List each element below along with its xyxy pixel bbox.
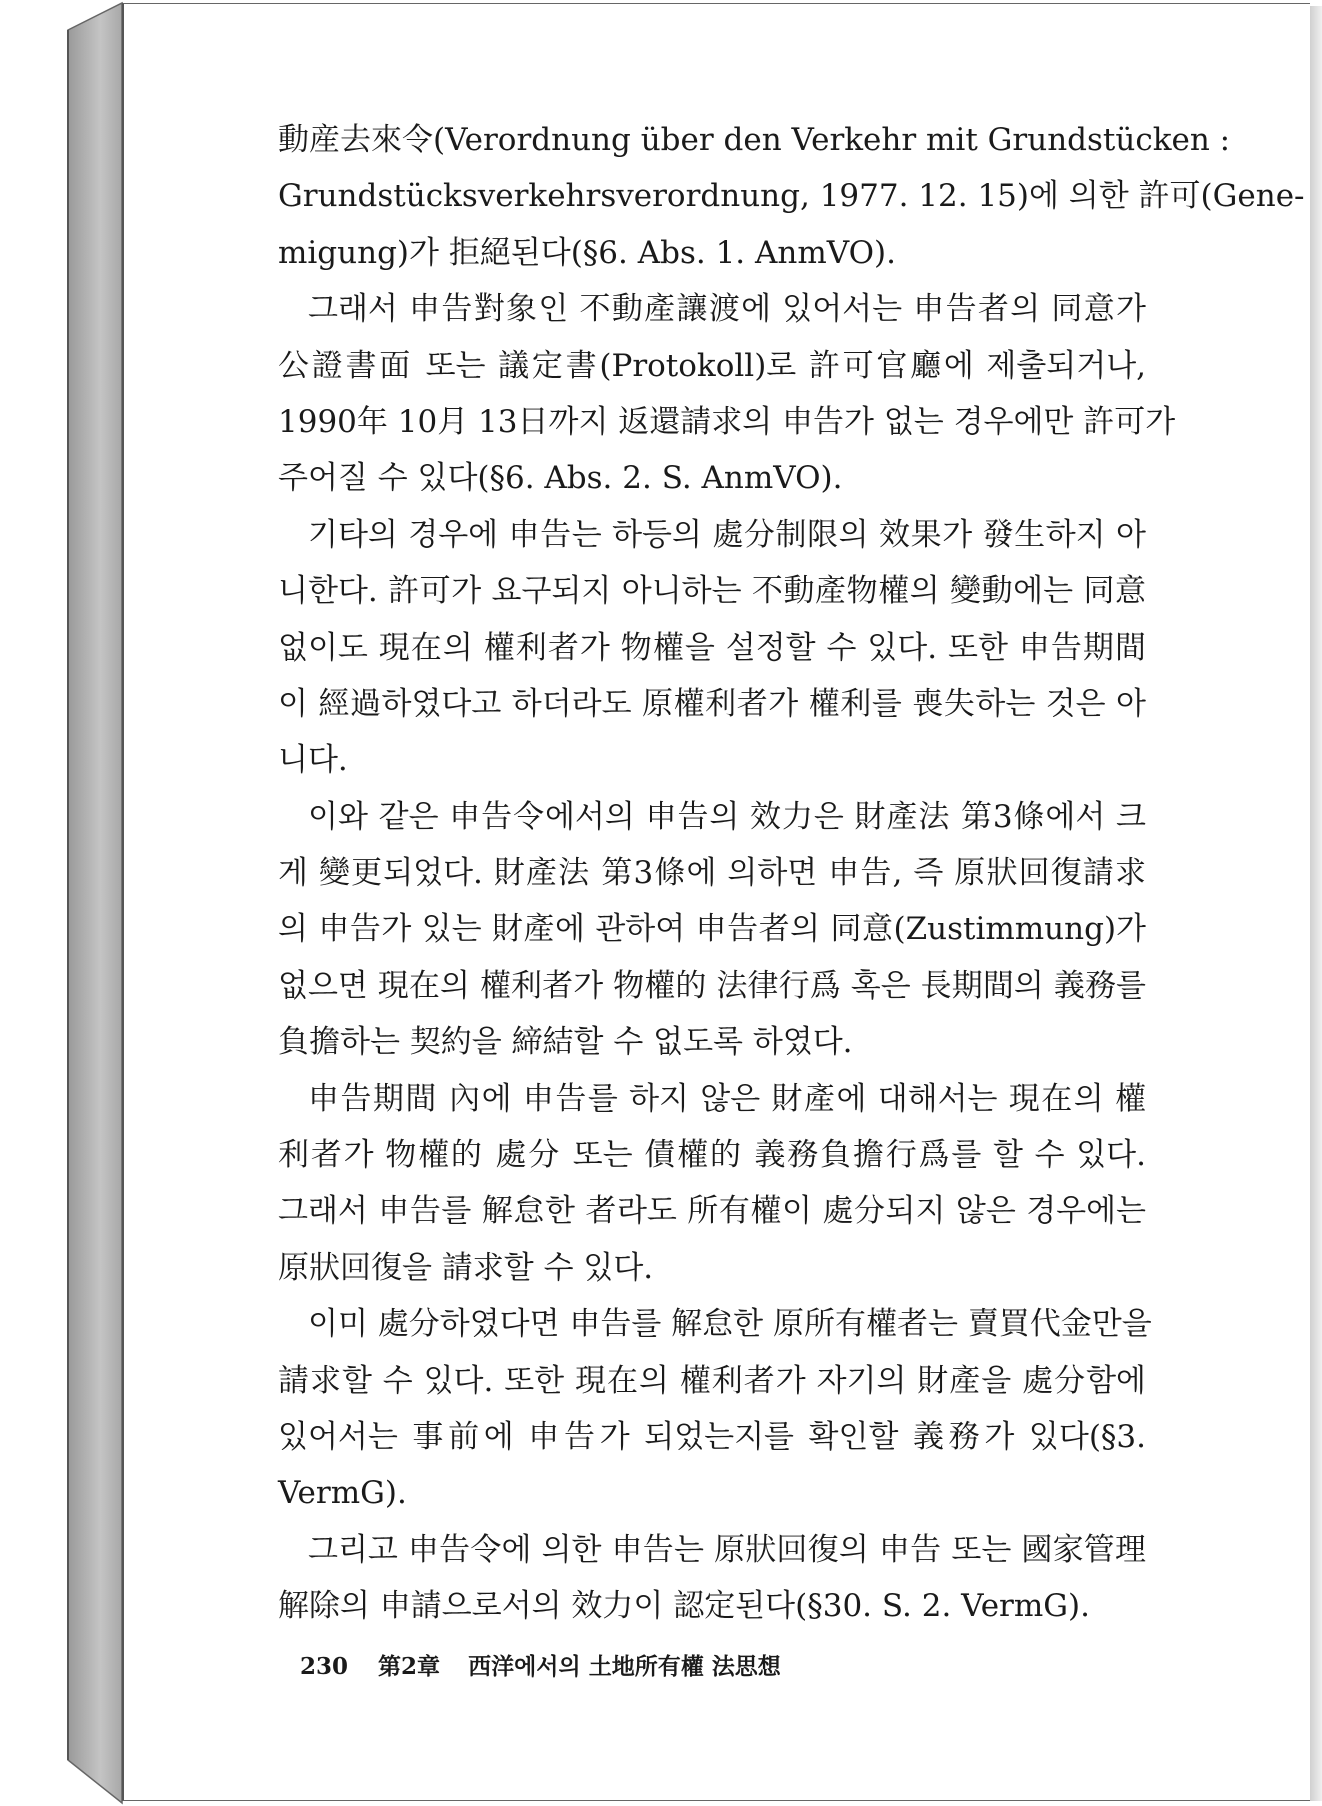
- text-line: migung)가 拒絕된다(§6. Abs. 1. AnmVO).: [278, 234, 896, 271]
- text-line: Grundstücksverkehrsverordnung, 1977. 12. 15)에 의한 許可(Gene-: [278, 178, 1305, 215]
- paragraph: [278, 112, 1305, 281]
- text-line: 公證書面 또는 議定書(Protokoll)로 許可官廳에 제출되거나,: [278, 347, 1146, 384]
- text-line: 動産去來令(Verordnung über den Verkehr mit Grundstücken :: [278, 122, 1231, 158]
- text-line: 解除의 申請으로서의 效力이 認定된다(§30. S. 2. VermG).: [278, 1588, 1090, 1625]
- text-line: 없이도 現在의 權利者가 物權을 설정할 수 있다. 또한 申告期間: [278, 629, 1146, 666]
- text-line: 니다.: [278, 742, 348, 779]
- text-line: 負擔하는 契約을 締結할 수 없도록 하였다.: [278, 1024, 853, 1061]
- text-line: 利者가 物權的 處分 또는 債權的 義務負擔行爲를 할 수 있다.: [278, 1137, 1146, 1174]
- text-line: 그래서 申告를 解怠한 者라도 所有權이 處分되지 않은 경우에는: [278, 1193, 1146, 1230]
- running-title: 西洋에서의 土地所有權 法思想: [468, 1653, 781, 1680]
- text-line: 이미 處分하였다면 申告를 解怠한 原所有權者는 賣買代金만을: [308, 1306, 1152, 1343]
- page-footer: [300, 1648, 781, 1681]
- page-right-edge: [1310, 6, 1322, 1801]
- text-line: 이와 같은 申告令에서의 申告의 效力은 財產法 第3條에서 크: [308, 798, 1146, 835]
- paragraph: [278, 1071, 1146, 1297]
- text-line: 게 變更되었다. 財產法 第3條에 의하면 申告, 즉 原狀回復請求: [278, 855, 1146, 892]
- text-line: 있어서는 事前에 申告가 되었는지를 확인할 義務가 있다(§3.: [278, 1418, 1146, 1455]
- paragraph: [278, 1296, 1152, 1522]
- text-line: 1990年 10月 13日까지 返還請求의 申告가 없는 경우에만 許可가: [278, 403, 1176, 440]
- body-text: [278, 112, 1305, 1635]
- paragraph: [278, 281, 1176, 507]
- text-line: 그리고 申告令에 의한 申告는 原狀回復의 申告 또는 國家管理: [308, 1531, 1146, 1568]
- text-line: 기타의 경우에 申告는 하등의 處分制限의 效果가 發生하지 아: [308, 516, 1146, 553]
- text-line: 請求할 수 있다. 또한 現在의 權利者가 자기의 財產을 處分함에: [278, 1362, 1146, 1399]
- text-line: 申告期間 內에 申告를 하지 않은 財產에 대해서는 現在의 權: [308, 1080, 1146, 1117]
- text-line: 의 申告가 있는 財產에 관하여 申告者의 同意(Zustimmung)가: [278, 911, 1146, 948]
- chapter-label: 第2章: [378, 1653, 441, 1680]
- text-line: 이 經過하였다고 하더라도 原權利者가 權利를 喪失하는 것은 아: [278, 685, 1146, 722]
- text-line: 原狀回復을 請求할 수 있다.: [278, 1249, 654, 1286]
- paragraph: [278, 507, 1146, 789]
- paragraph: [278, 1522, 1146, 1635]
- text-line: VermG).: [278, 1475, 407, 1512]
- paragraph: [278, 789, 1146, 1071]
- page-number: 230: [300, 1653, 349, 1680]
- text-line: 니한다. 許可가 요구되지 아니하는 不動產物權의 變動에는 同意: [278, 573, 1146, 610]
- text-line: 주어질 수 있다(§6. Abs. 2. S. AnmVO).: [278, 460, 843, 497]
- text-line: 그래서 申告對象인 不動產讓渡에 있어서는 申告者의 同意가: [308, 291, 1146, 328]
- text-line: 없으면 現在의 權利者가 物權的 法律行爲 혹은 長期間의 義務를: [278, 967, 1146, 1004]
